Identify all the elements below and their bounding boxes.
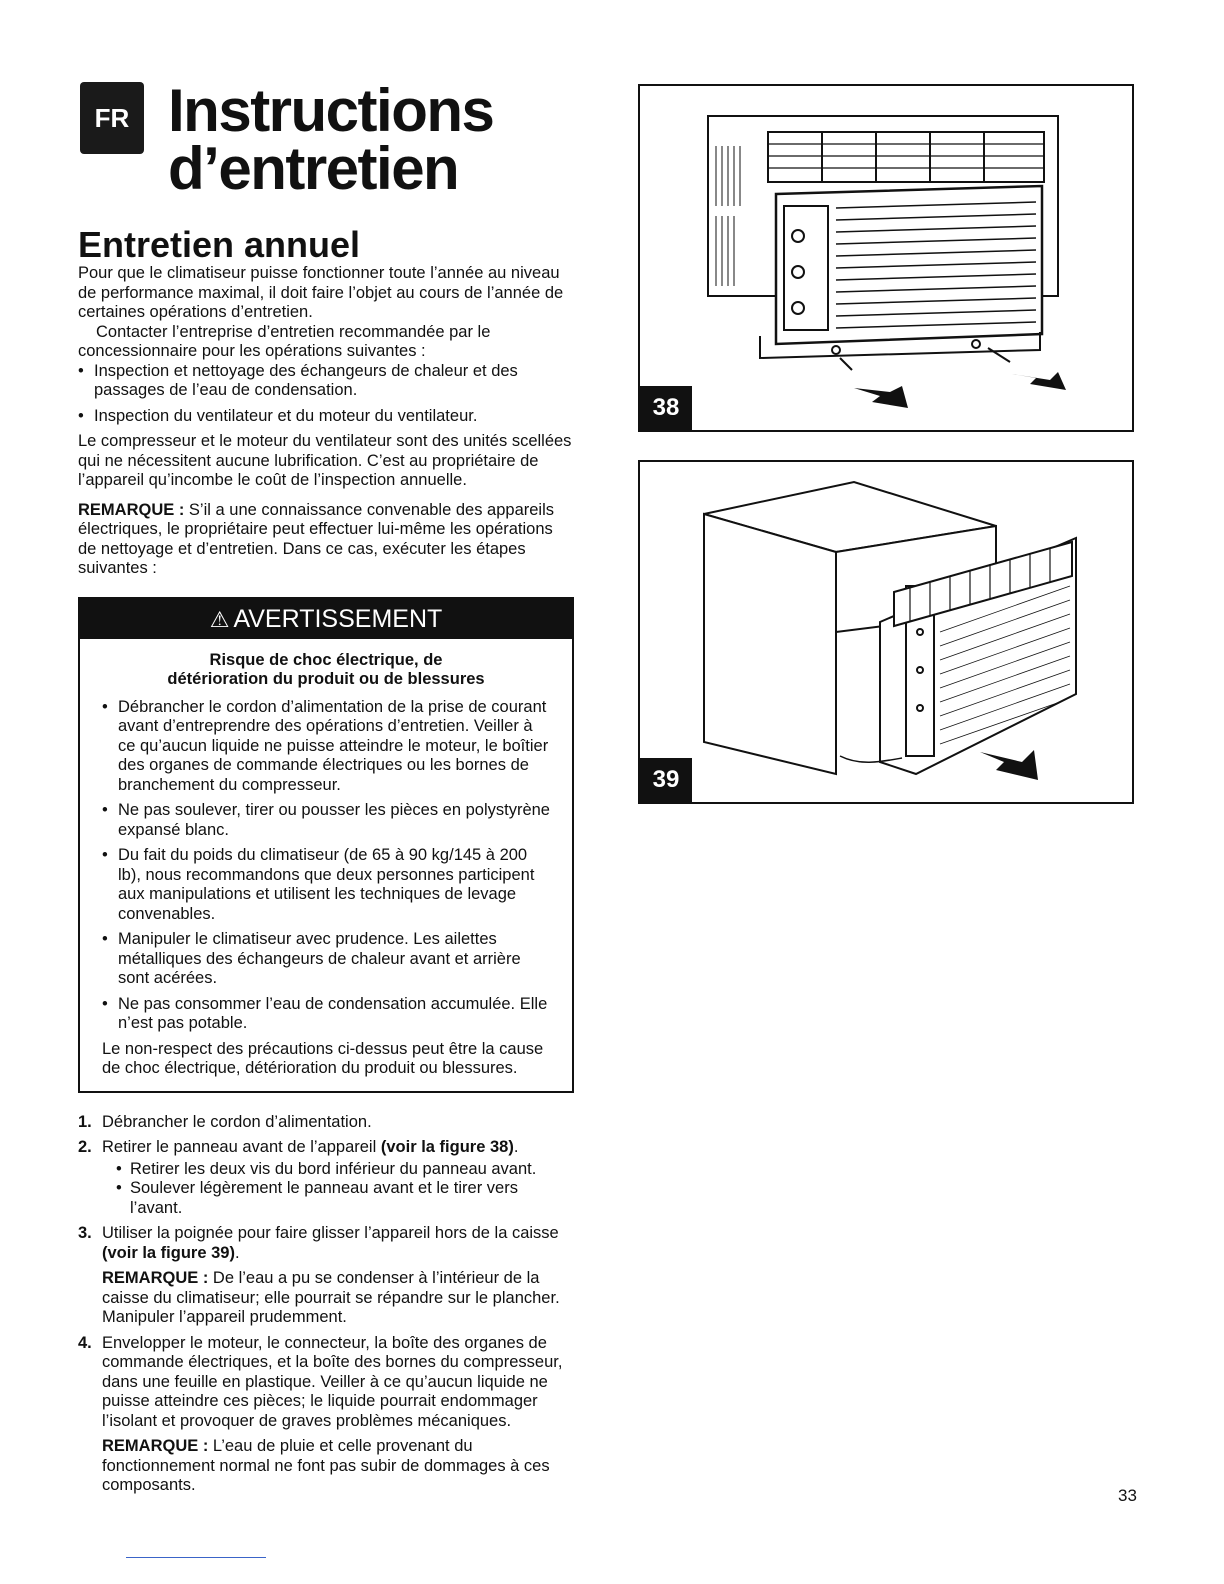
warning-item: • Manipuler le climatiseur avec prudence. Les ailettes métalliques des échangeurs de chaleur avant et arrière sont acérées. <box>102 930 552 989</box>
figure-reference: (voir la figure 38) <box>380 1138 514 1156</box>
sealed-units-paragraph: Le compresseur et le moteur du ventilateur sont des unités scellées qui ne nécessitent aucune lubrification. C’est au propriétaire de l’appareil qu’incombe le coût de l’inspection annuelle. <box>78 432 572 489</box>
warning-triangle-icon: ⚠ <box>209 606 230 632</box>
warning-footer: Le non-respect des précautions ci-dessus peut être la cause de choc électrique, détérioration du produit ou blessures. <box>102 1039 544 1077</box>
footer-rule <box>126 1557 266 1558</box>
page-title <box>168 77 494 202</box>
step-number: 3. <box>78 1224 92 1242</box>
warning-header <box>80 599 572 639</box>
step-note <box>102 1269 574 1328</box>
warning-item: • Ne pas soulever, tirer ou pousser les pièces en polystyrène expansé blanc. <box>102 801 552 840</box>
air-conditioner-chassis-removal-illustration <box>640 462 1132 802</box>
steps-list <box>78 1113 574 1496</box>
step-item <box>78 1224 574 1328</box>
contact-paragraph: Contacter l’entreprise d’entretien recommandée par le concessionnaire pour les opérations suivantes : <box>78 322 491 360</box>
warning-subtitle-line-2: détérioration du produit ou de blessures <box>167 670 485 688</box>
service-item: • Inspection du ventilateur et du moteur du ventilateur. <box>78 407 574 427</box>
figure-39 <box>638 460 1134 804</box>
figure-39-label: 39 <box>640 758 692 802</box>
note-text: De l’eau a pu se condenser à l’intérieur de la caisse du climatiseur; elle pourrait se répandre sur le plancher. Manipuler l’appareil prudemment. <box>102 1269 560 1326</box>
step-item <box>78 1113 574 1133</box>
warning-item: • Du fait du poids du climatiseur (de 65 à 90 kg/145 à 200 lb), nous recommandons que deux personnes participent aux manipulations et utilisent les techniques de levage convenables. <box>102 846 552 924</box>
main-text-column <box>78 264 574 1502</box>
figure-38-label: 38 <box>640 386 692 430</box>
substep-list <box>116 1160 574 1219</box>
note-label: REMARQUE : <box>102 1269 209 1287</box>
step-text: Utiliser la poignée pour faire glisser l’appareil hors de la caisse <box>102 1224 559 1242</box>
service-item: • Inspection et nettoyage des échangeurs de chaleur et des passages de l’eau de condensation. <box>78 362 574 401</box>
step-note <box>102 1437 574 1496</box>
warning-item: • Débrancher le cordon d’alimentation de la prise de courant avant d’entreprendre des opérations d’entretien. Veiller à ce qu’aucun liquide ne puisse atteindre le moteur, le boîtier des organes de commande électriques ou les bornes de branchement du compresseur. <box>102 698 552 796</box>
warning-title: AVERTISSEMENT <box>233 604 443 633</box>
air-conditioner-front-panel-illustration <box>640 86 1132 430</box>
note-text: S’il a une connaissance convenable des appareils électriques, le propriétaire peut effectuer lui-même les opérations de nettoyage et d’entretien. Dans ce cas, exécuter les étapes suivantes : <box>78 500 555 577</box>
section-heading: Entretien annuel <box>78 224 361 265</box>
note-text: L’eau de pluie et celle provenant du fonctionnement normal ne font pas subir de dommages à ces composants. <box>102 1437 550 1494</box>
figure-reference: (voir la figure 39) <box>102 1243 235 1262</box>
step-number: 2. <box>78 1138 92 1156</box>
language-badge: FR <box>80 82 144 154</box>
figure-38 <box>638 84 1134 432</box>
warning-subtitle <box>90 651 562 690</box>
note-paragraph <box>78 501 574 579</box>
warning-item: • Ne pas consommer l’eau de condensation accumulée. Elle n’est pas potable. <box>102 995 552 1034</box>
step-text: Envelopper le moteur, le connecteur, la boîte des organes de commande électriques, et la boîte des bornes du compresseur, dans une feuille en plastique. Veiller à ce qu’aucun liquide ne puisse atteindre ces pièces; le liquide pourrait endommager l’isolant et provoquer de graves problèmes mécaniques. <box>102 1333 563 1430</box>
warning-list <box>102 698 552 1034</box>
step-number: 1. <box>78 1112 92 1131</box>
warning-body <box>80 698 572 1079</box>
step-number: 4. <box>78 1333 92 1352</box>
step-text-end: . <box>234 1243 240 1262</box>
warning-subtitle-line-1: Risque de choc électrique, de <box>209 650 443 669</box>
note-label: REMARQUE : <box>102 1437 209 1455</box>
intro-paragraph: Pour que le climatiseur puisse fonctionner toute l’année au niveau de performance maximal, il doit faire l’objet au cours de l’année de certaines opérations d’entretien. <box>78 264 564 321</box>
service-list <box>78 362 574 427</box>
step-text: Retirer le panneau avant de l’appareil <box>102 1138 381 1156</box>
substep-item: • Retirer les deux vis du bord inférieur du panneau avant. <box>116 1160 574 1180</box>
step-text-end: . <box>513 1138 519 1156</box>
substep-item: • Soulever légèrement le panneau avant et le tirer vers l’avant. <box>116 1179 574 1218</box>
note-label: REMARQUE : <box>78 500 185 519</box>
title-line-2: d’entretien <box>168 135 459 202</box>
step-text: Débrancher le cordon d’alimentation. <box>102 1112 372 1131</box>
title-line-1: Instructions <box>168 77 494 144</box>
page-number: 33 <box>1118 1486 1137 1505</box>
step-item <box>78 1138 574 1218</box>
warning-box <box>78 597 574 1093</box>
step-item <box>78 1334 574 1496</box>
